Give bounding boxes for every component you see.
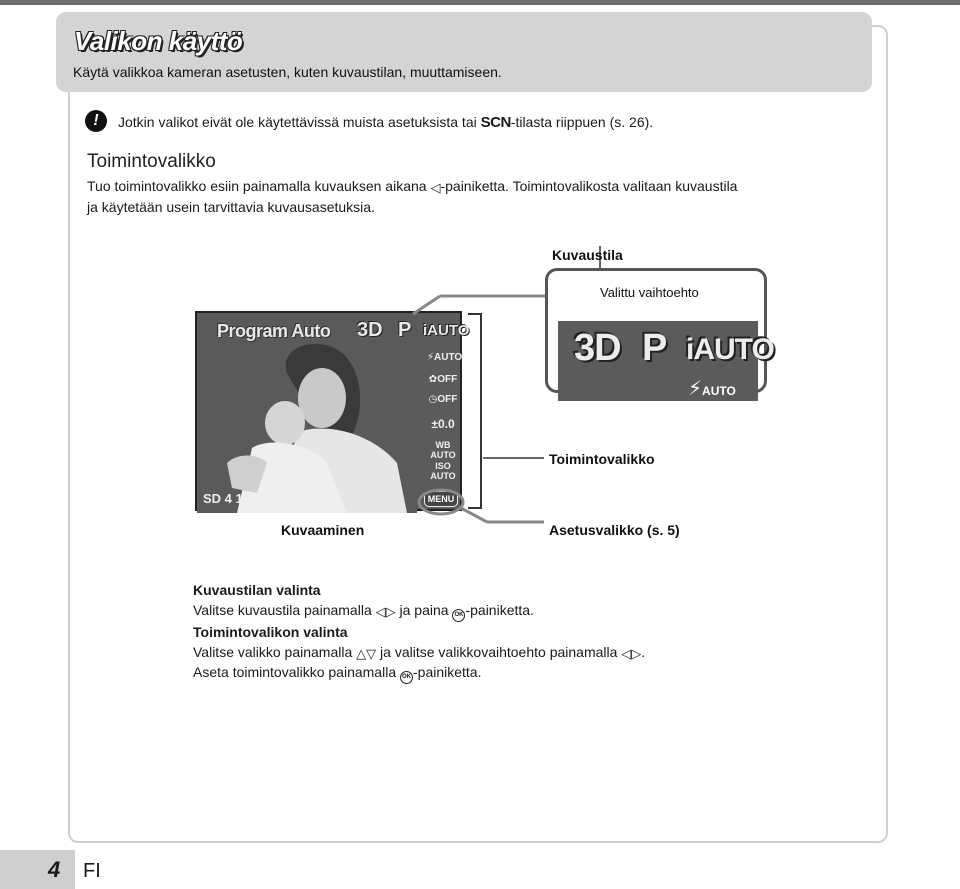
instr-para-1: Valitse kuvaustila painamalla ◁▷ ja paina OK -painiketta. [193,600,813,622]
note-before: Jotkin valikot eivät ole käytettävissä muista asetuksista tai [118,114,481,130]
label-asetusvalikko: Asetusvalikko (s. 5) [549,522,680,538]
page-tab [0,850,75,889]
up-down-arrow-icon: △▽ [356,645,377,661]
top-rule [0,0,960,5]
macro-item: ✿OFF [428,374,458,385]
menu-bracket [468,313,482,509]
label-valittu: Valittu vaihtoehto [600,285,699,300]
callout-mode-3d: 3D [574,327,621,369]
screen-mode-label: Program Auto [217,321,331,341]
label-toimintovalikko: Toimintovalikko [549,451,655,467]
instructions [193,580,813,684]
left-right-arrow-icon: ◁▷ [375,603,396,619]
caution-icon: ! [85,110,107,132]
para-line2: ja käytetään usein tarvittavia kuvausasetuksia. [87,199,375,215]
self-timer-item: ◷OFF [428,394,458,405]
callout-screen [558,321,774,401]
callout-flash-auto: ⚡AUTO [688,378,736,400]
callout-mode-iauto: iAUTO [686,333,774,366]
para-line1-before: Tuo toimintovalikko esiin painamalla kuvauksen aikana [87,178,431,194]
note-after: -tilasta riippuen (s. 26). [510,114,654,130]
instr-heading-2: Toimintovalikon valinta [193,624,348,640]
instr-para-3: Aseta toimintovalikko painamalla OK -painiketta. [193,662,813,684]
label-kuvaustila: Kuvaustila [552,247,623,263]
wb-item: WB AUTO [430,440,456,460]
mode-p: P [398,319,412,341]
camera-screen [195,311,470,511]
left-right-arrow-icon: ◁▷ [621,645,642,661]
mode-3d: 3D [357,319,383,341]
iso-item: ISO AUTO [430,461,456,481]
flash-item: ⚡AUTO [427,352,463,363]
instr-para-2: Valitse valikko painamalla △▽ ja valitse valikkovaihtoehto painamalla ◁▷. [193,644,646,661]
left-arrow-icon: ◁ [430,179,441,195]
section-heading: Toimintovalikko [87,151,216,172]
scn-icon: SCN [480,114,511,131]
intro-text: Käytä valikkoa kameran asetusten, kuten kuvaustilan, muuttamiseen. [73,64,502,80]
instr-heading-1: Kuvaustilan valinta [193,582,321,598]
exposure-item: ±0.0 [431,417,455,431]
photo-mother-baby [197,313,417,513]
zoom-callout [545,268,774,400]
status-bar: SD 4 14M NORM [203,491,305,506]
function-menu-column [427,343,463,493]
callout-mode-p: P [642,327,667,369]
mode-iauto: iAUTO [423,322,470,339]
ok-button-icon: OK [400,671,413,684]
section-paragraph [87,176,847,218]
page-number: 4 [48,857,61,882]
menu-button[interactable]: MENU [424,491,458,507]
language-code: FI [83,860,101,882]
label-kuvaaminen: Kuvaaminen [281,522,365,538]
note-text [118,114,653,131]
para-line1-after: -painiketta. Toimintovalikosta valitaan kuvaustila [440,178,738,194]
page-title: Valikon käyttö [74,26,243,56]
ok-button-icon: OK [452,609,465,622]
